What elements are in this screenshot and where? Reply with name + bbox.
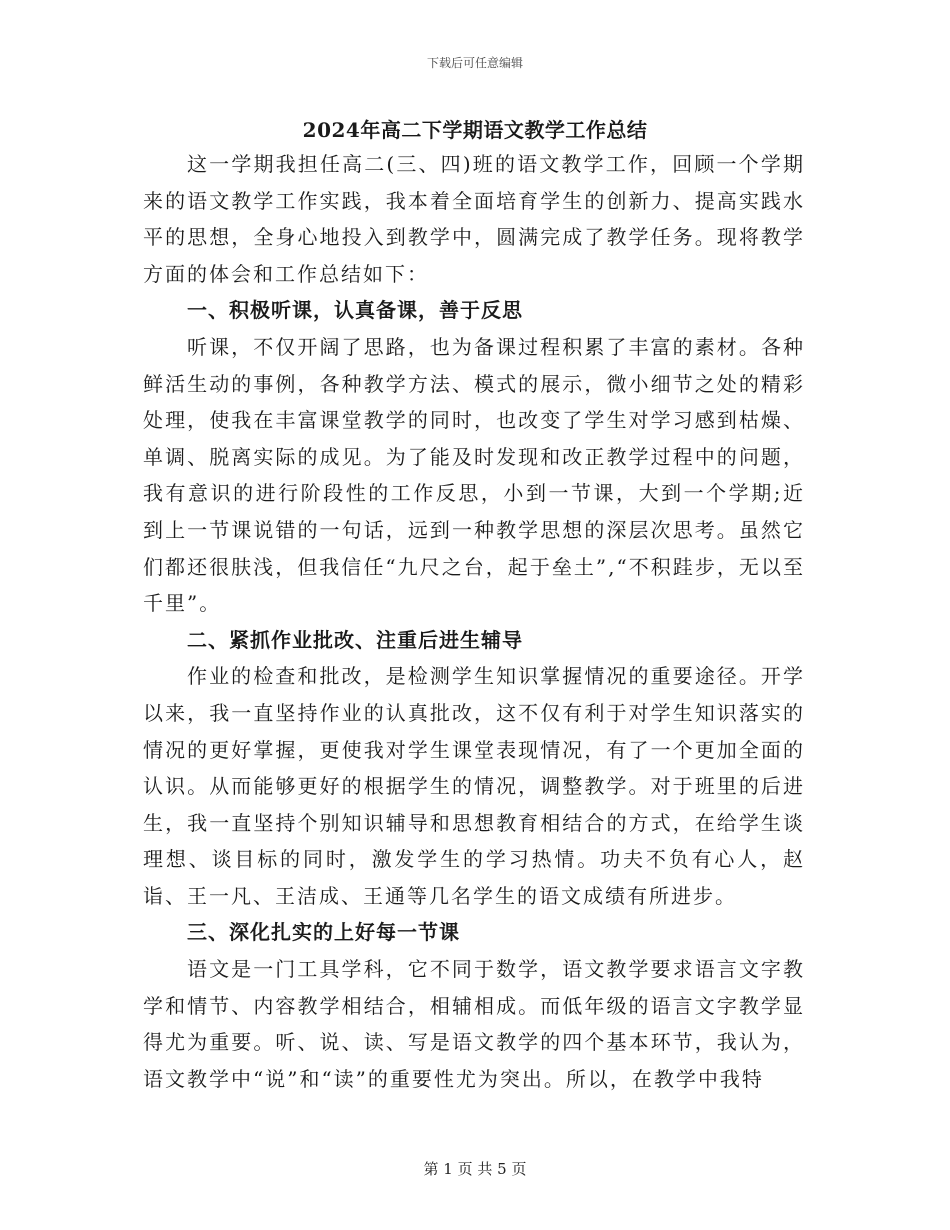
section-heading-1: 一、积极听课，认真备课，善于反思 (187, 298, 523, 323)
document-title: 2024年高二下学期语文教学工作总结 (302, 118, 648, 142)
section-body-3: 语文是一门工具学科，它不同于数学，语文教学要求语言文字教学和情节、内容教学相结合，相辅相成。而低年级的语言文字教学显得尤为重要。听、说、读、写是语文教学的四个基本环节，我认为，语文教学中“说”和“读”的重要性尤为突出。所以，在教学中我特 (143, 957, 805, 1091)
section-body-2: 作业的检查和批改，是检测学生知识掌握情况的重要途径。开学以来，我一直坚持作业的认真批改，这不仅有利于对学生知识落实的情况的更好掌握，更使我对学生课堂表现情况，有了一个更加全面的认识。从而能够更好的根据学生的情况，调整教学。对于班里的后进生，我一直坚持个别知识辅导和思想教育相结合的方式，在给学生谈理想、谈目标的同时，激发学生的学习热情。功夫不负有心人，赵诣、王一凡、王洁成、王通等几名学生的语文成绩有所进步。 (143, 664, 805, 908)
header-note: 下载后可任意编辑 (426, 56, 523, 70)
document-body (143, 146, 805, 1097)
page-number-footer: 第 1 页 共 5 页 (423, 1160, 527, 1178)
section-body-1: 听课，不仅开阔了思路，也为备课过程积累了丰富的素材。各种鲜活生动的事例，各种教学方法、模式的展示，微小细节之处的精彩处理，使我在丰富课堂教学的同时，也改变了学生对学习感到枯燥、单调、脱离实际的成见。为了能及时发现和改正教学过程中的问题，我有意识的进行阶段性的工作反思，小到一节课，大到一个学期;近到上一节课说错的一句话，远到一种教学思想的深层次思考。虽然它们都还很肤浅，但我信任“九尺之台，起于垒土”,“不积跬步，无以至千里”。 (143, 334, 805, 616)
section-heading-2: 二、紧抓作业批改、注重后进生辅导 (187, 627, 523, 652)
section-heading-3: 三、深化扎实的上好每一节课 (187, 920, 460, 945)
intro-paragraph: 这一学期我担任高二(三、四)班的语文教学工作，回顾一个学期来的语文教学工作实践，我本着全面培育学生的创新力、提高实践水平的思想，全身心地投入到教学中，圆满完成了教学任务。现将教学方面的体会和工作总结如下： (143, 152, 805, 286)
